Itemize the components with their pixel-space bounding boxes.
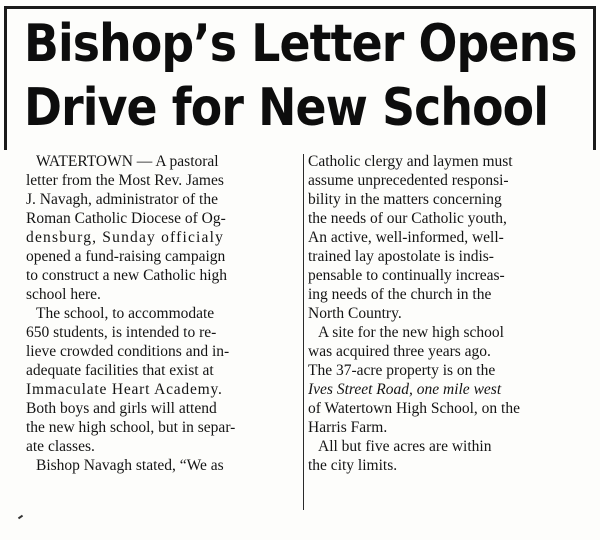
body-line: the new high school, but in separ-	[26, 419, 236, 436]
body-line: Immaculate Heart Academy.	[26, 381, 223, 398]
body-line: school here.	[26, 286, 101, 303]
body-line: 650 students, is intended to re-	[26, 324, 217, 341]
body-line: Catholic clergy and laymen must	[308, 153, 513, 170]
headline	[24, 12, 577, 140]
right-border-rule	[593, 6, 596, 150]
body-line: Ives Street Road, one mile west	[308, 381, 502, 398]
body-line: trained lay apostolate is indis-	[308, 248, 494, 265]
body-line: bility in the matters concerning	[308, 191, 502, 208]
body-line: The school, to accommodate	[36, 305, 215, 322]
body-line: All but five acres are within	[318, 438, 492, 455]
body-line: letter from the Most Rev. James	[26, 172, 224, 189]
body-line: was acquired three years ago.	[308, 343, 491, 360]
body-line: of Watertown High School, on the	[308, 400, 520, 417]
body-line: pensable to continually increas-	[308, 267, 505, 284]
body-line: assume unprecedented responsi-	[308, 172, 509, 189]
body-line: WATERTOWN — A pastoral	[36, 153, 219, 170]
body-line: lieve crowded conditions and in-	[26, 343, 230, 360]
body-line: the city limits.	[308, 457, 398, 474]
headline-line-2: Drive for New School	[24, 78, 549, 138]
left-border-rule	[4, 6, 7, 150]
body-line: Roman Catholic Diocese of Og-	[26, 210, 226, 227]
left-column	[26, 152, 298, 475]
right-column	[308, 152, 591, 475]
top-border-rule	[4, 6, 596, 9]
body-line: the needs of our Catholic youth,	[308, 210, 507, 227]
body-line: J. Navagh, administrator of the	[26, 191, 218, 208]
body-line: North Country.	[308, 305, 402, 322]
body-line: The 37-acre property is on the	[308, 362, 496, 379]
body-line: An active, well-informed, well-	[308, 229, 504, 246]
body-line: A site for the new high school	[318, 324, 504, 341]
article-body	[26, 152, 591, 514]
ink-speck	[18, 515, 23, 520]
headline-line-1: Bishop’s Letter Opens	[24, 14, 577, 74]
body-line: opened a fund-raising campaign	[26, 248, 226, 265]
body-line: Both boys and girls will attend	[26, 400, 217, 417]
body-line: to construct a new Catholic high	[26, 267, 228, 284]
body-line: ing needs of the church in the	[308, 286, 492, 303]
body-line: Harris Farm.	[308, 419, 388, 436]
body-line: Bishop Navagh stated, “We as	[36, 457, 224, 474]
body-line: adequate facilities that exist at	[26, 362, 214, 379]
body-line: ate classes.	[26, 438, 95, 455]
body-line: densburg, Sunday officialy	[26, 229, 225, 246]
